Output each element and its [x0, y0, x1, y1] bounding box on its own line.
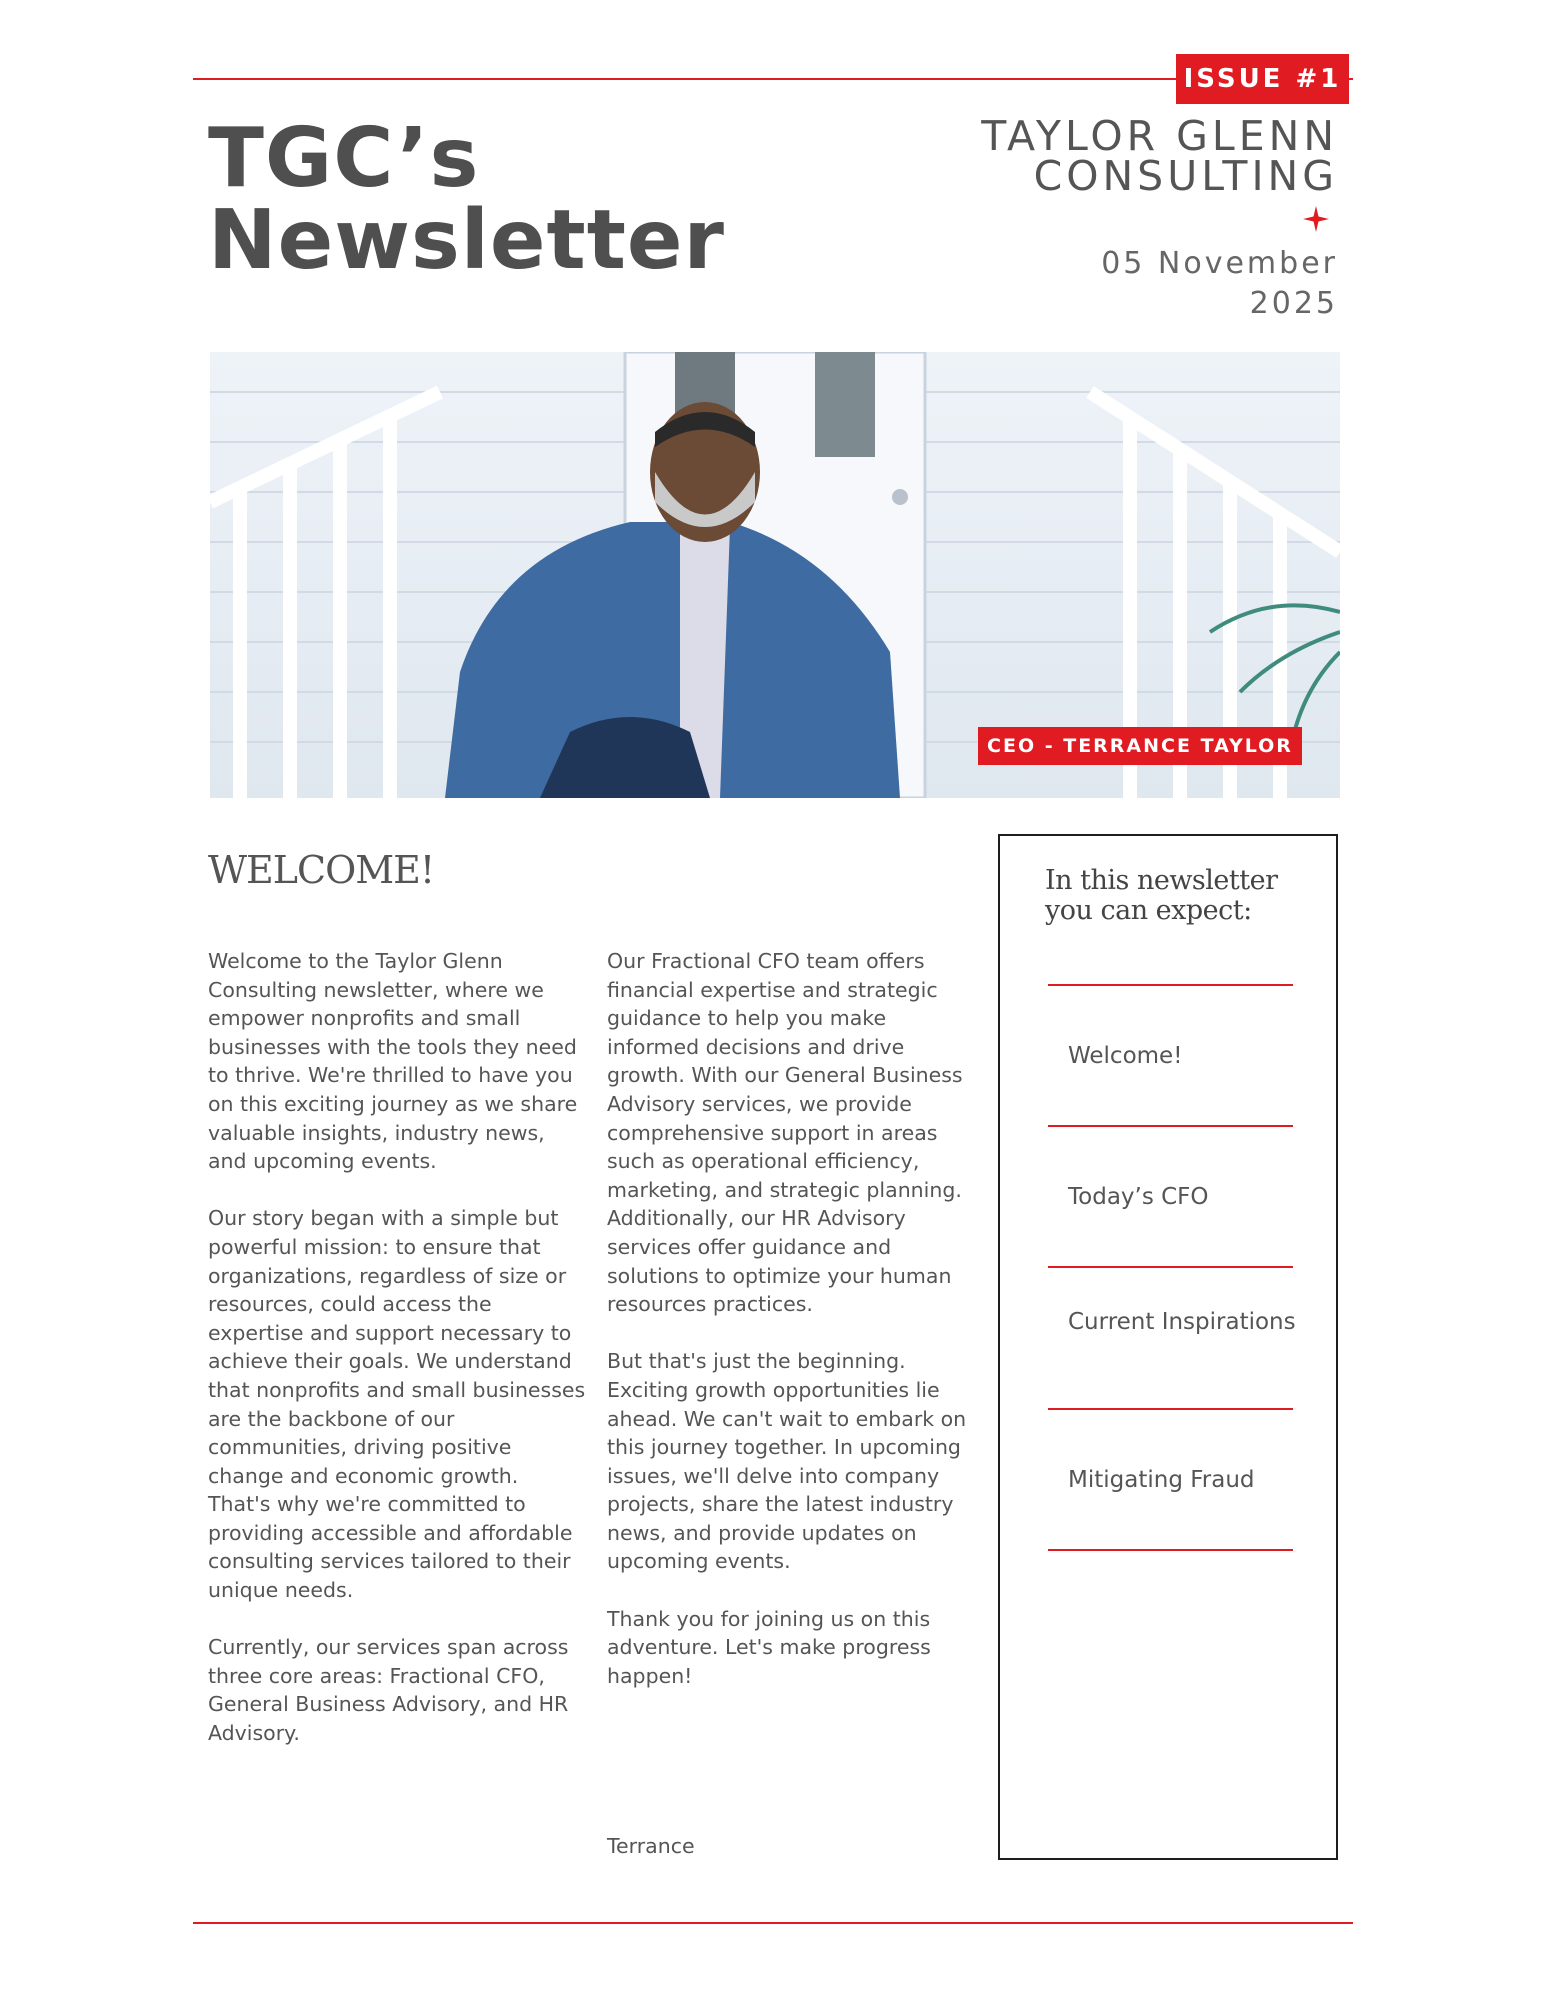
signature: Terrance [607, 1834, 695, 1858]
contents-box [998, 834, 1338, 1860]
article-paragraph: But that's just the beginning. Exciting growth opportunities lie ahead. We can't wait to embark on this journey together. In upcoming issues, we'll delve into company projects, share the latest industry news, and provide updates on upcoming events. [607, 1349, 967, 1574]
contents-divider [1048, 984, 1293, 986]
newsletter-title [208, 111, 768, 288]
article-paragraph: Our story began with a simple but powerful mission: to ensure that organizations, regardless of size or resources, could access the expertise and support necessary to achieve their goals. We understand that nonprofits and small businesses are the backbone of our communities, driving positive change and economic growth. That's why we're committed to providing accessible and affordable consulting services tailored to their unique needs. [208, 1206, 586, 1603]
date-line-2: 2025 [1249, 286, 1338, 321]
company-name [880, 112, 1338, 200]
issue-badge: ISSUE #1 [1176, 54, 1349, 104]
contents-item-todays-cfo[interactable]: Today’s CFO [1068, 1184, 1209, 1210]
article-paragraph: Welcome to the Taylor Glenn Consulting newsletter, where we empower nonprofits and small businesses with the tools they need to thrive. We're thrilled to have you on this exciting journey as we share valuable insights, industry news, and upcoming events. [208, 949, 578, 1174]
welcome-heading: WELCOME! [208, 848, 435, 892]
article-paragraph: Our Fractional CFO team offers financial expertise and strategic guidance to help you make informed decisions and drive growth. With our General Business Advisory services, we provide comprehensive support in areas such as operational efficiency, marketing, and strategic planning. Additionally, our HR Advisory services offer guidance and solutions to optimize your human resources practices. [607, 949, 963, 1317]
title-line-2: Newsletter [208, 193, 725, 288]
bottom-divider [193, 1922, 1353, 1924]
article-paragraph: Currently, our services span across three core areas: Fractional CFO, General Business Advisory, and HR Advisory. [208, 1635, 569, 1746]
contents-divider [1048, 1125, 1293, 1127]
contents-item-mitigating-fraud[interactable]: Mitigating Fraud [1068, 1467, 1255, 1493]
issue-date [980, 244, 1338, 324]
article-paragraph: Thank you for joining us on this adventure. Let's make progress happen! [607, 1606, 931, 1688]
article-column-left [208, 947, 586, 1776]
contents-item-welcome[interactable]: Welcome! [1068, 1043, 1183, 1069]
contents-divider [1048, 1549, 1293, 1551]
title-line-1: TGC’s [208, 111, 480, 206]
contents-heading [1045, 866, 1305, 926]
ceo-caption: CEO - TERRANCE TAYLOR [978, 727, 1302, 765]
article-column-right [607, 947, 971, 1719]
contents-divider [1048, 1266, 1293, 1268]
company-line-1: TAYLOR GLENN [981, 112, 1338, 160]
contents-item-current-inspirations[interactable]: Current Inspirations [1068, 1309, 1296, 1335]
contents-divider [1048, 1408, 1293, 1410]
company-line-2: CONSULTING [1033, 152, 1338, 200]
contents-heading-line-2: you can expect: [1045, 895, 1252, 926]
sparkle-icon [1303, 206, 1329, 232]
contents-heading-line-1: In this newsletter [1045, 865, 1278, 896]
date-line-1: 05 November [1101, 246, 1338, 281]
